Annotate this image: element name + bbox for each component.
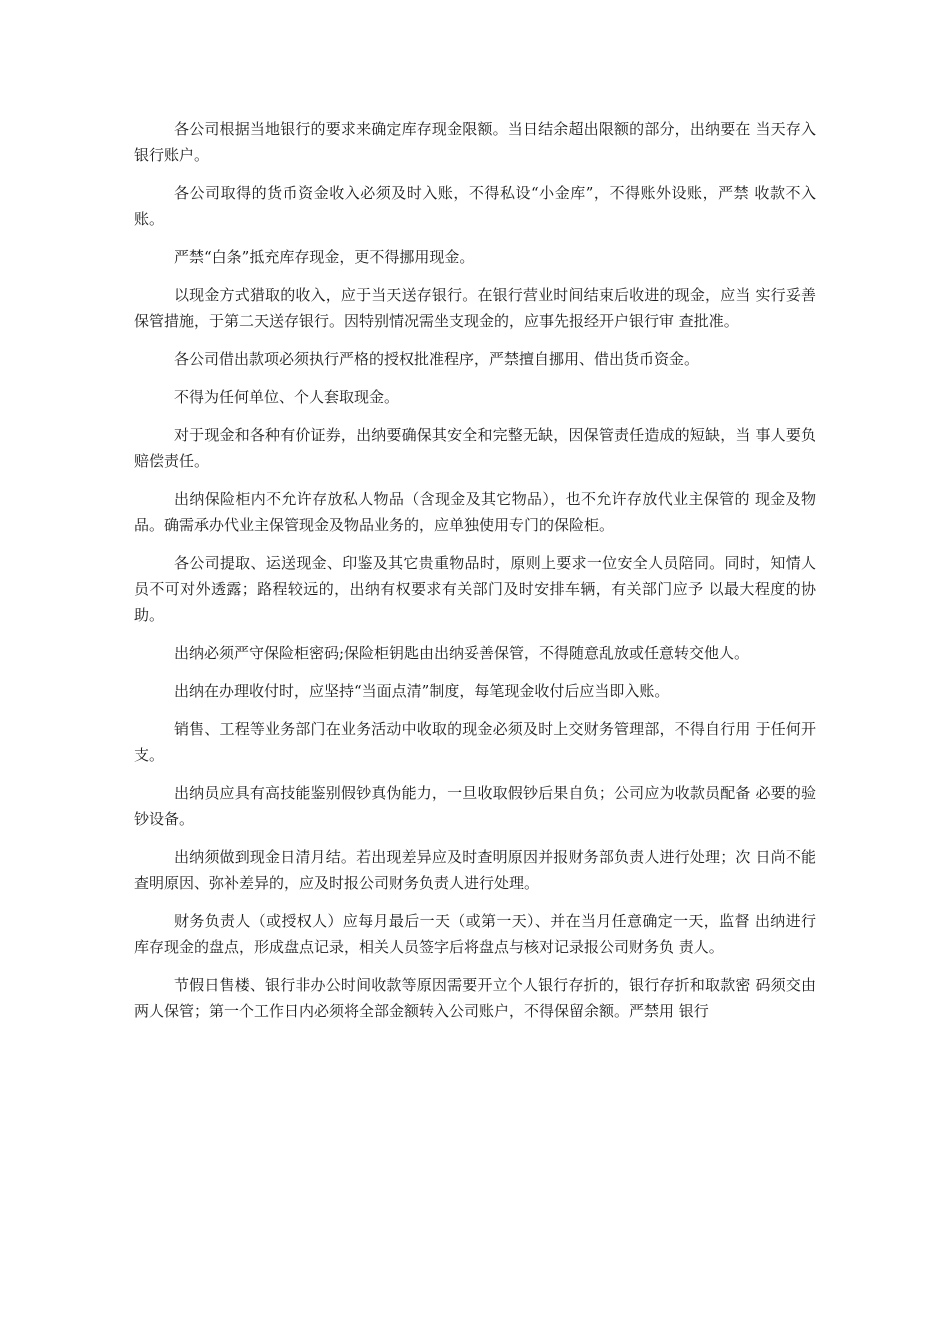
paragraph-4: 以现金方式猎取的收入，应于当天送存银行。在银行营业时间结束后收进的现金，应当 实行妥善保管措施，于第二天送存银行。因特别情况需坐支现金的，应事先报经开户银行审 查批准。 — [134, 286, 816, 330]
paragraph-16: 节假日售楼、银行非办公时间收款等原因需要开立个人银行存折的，银行存折和取款密 码须交由两人保管；第一个工作日内必须将全部金额转入公司账户，不得保留余额。严禁用 银行 — [134, 976, 816, 1020]
paragraph-7: 对于现金和各种有价证券，出纳要确保其安全和完整无缺，因保管责任造成的短缺，当 事人要负赔偿责任。 — [134, 426, 816, 470]
paragraph-6: 不得为任何单位、个人套取现金。 — [174, 388, 400, 406]
paragraph-11: 出纳在办理收付时，应坚持“当面点清”制度，每笔现金收付后应当即入账。 — [174, 682, 670, 700]
paragraph-1: 各公司根据当地银行的要求来确定库存现金限额。当日结余超出限额的部分，出纳要在 当天存入银行账户。 — [134, 120, 816, 164]
paragraph-2: 各公司取得的货币资金收入必须及时入账，不得私设“小金库”，不得账外设账，严禁 收款不入账。 — [134, 184, 816, 228]
paragraph-15: 财务负责人（或授权人）应每月最后一天（或第一天）、并在当月任意确定一天，监督 出纳进行库存现金的盘点，形成盘点记录，相关人员签字后将盘点与核对记录报公司财务负 责人。 — [134, 912, 816, 956]
paragraph-9: 各公司提取、运送现金、印鉴及其它贵重物品时，原则上要求一位安全人员陪同。同时，知情人员不可对外透露；路程较远的，出纳有权要求有关部门及时安排车辆，有关部门应予 以最大程度的协助。 — [134, 554, 816, 624]
paragraph-13: 出纳员应具有高技能鉴别假钞真伪能力，一旦收取假钞后果自负；公司应为收款员配备 必要的验钞设备。 — [134, 784, 816, 828]
paragraph-5: 各公司借出款项必须执行严格的授权批准程序，严禁擅自挪用、借出货币资金。 — [174, 350, 700, 368]
paragraph-8: 出纳保险柜内不允许存放私人物品（含现金及其它物品），也不允许存放代业主保管的 现金及物品。确需承办代业主保管现金及物品业务的，应单独使用专门的保险柜。 — [134, 490, 816, 534]
paragraph-14: 出纳须做到现金日清月结。若出现差异应及时查明原因并报财务部负责人进行处理；次 日尚不能查明原因、弥补差异的，应及时报公司财务负责人进行处理。 — [134, 848, 816, 892]
paragraph-10: 出纳必须严守保险柜密码;保险柜钥匙由出纳妥善保管，不得随意乱放或任意转交他人。 — [174, 644, 750, 662]
document-body — [134, 116, 816, 1036]
paragraph-3: 严禁“白条”抵充库存现金，更不得挪用现金。 — [174, 248, 475, 266]
paragraph-12: 销售、工程等业务部门在业务活动中收取的现金必须及时上交财务管理部，不得自行用 于任何开支。 — [134, 720, 816, 764]
